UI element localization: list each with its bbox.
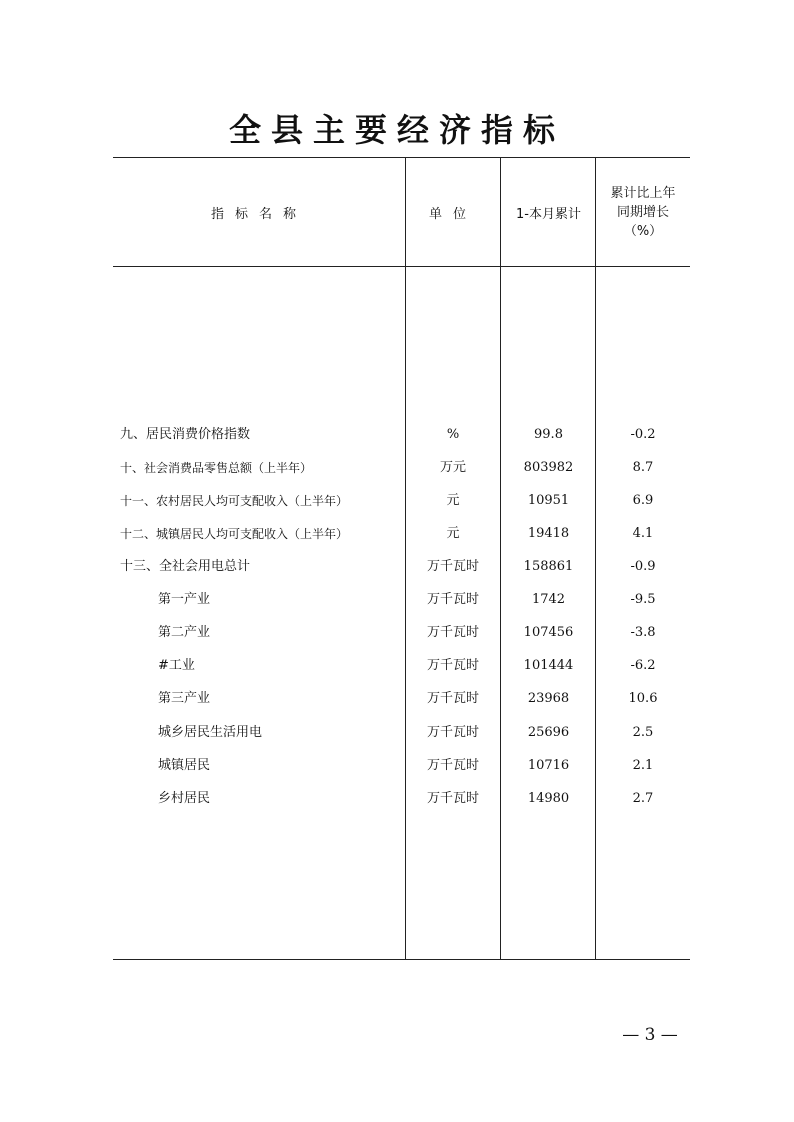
header-cumulative: 1-本月累计: [516, 206, 581, 222]
row-unit: 万千瓦时: [426, 658, 479, 673]
row-name: 城镇居民: [158, 758, 211, 773]
header-divider: [113, 266, 690, 267]
row-unit: 元: [446, 526, 460, 541]
row-name: 第二产业: [158, 625, 211, 640]
row-unit: %: [446, 427, 460, 442]
row-growth: -6.2: [630, 658, 656, 673]
header-growth: [596, 158, 690, 266]
row-unit: 元: [446, 493, 460, 508]
table-row: [113, 651, 690, 681]
row-name: 十、社会消费品零售总额（上半年）: [120, 461, 313, 475]
row-unit: 万千瓦时: [426, 758, 479, 773]
table-row: [113, 718, 690, 748]
header-growth-line1: 累计比上年: [610, 185, 676, 201]
row-growth: 2.5: [632, 725, 654, 740]
row-unit: 万千瓦时: [426, 791, 479, 806]
row-name: 第一产业: [158, 592, 211, 607]
row-growth: 8.7: [632, 460, 654, 475]
table-row: [113, 618, 690, 648]
row-cumulative: 25696: [527, 725, 570, 740]
row-growth: -9.5: [630, 592, 656, 607]
row-cumulative: 101444: [523, 658, 574, 673]
indicator-table: [113, 157, 690, 960]
row-cumulative: 10716: [527, 758, 570, 773]
table-row: [113, 585, 690, 615]
row-growth: -0.9: [630, 559, 656, 574]
row-unit: 万千瓦时: [426, 691, 479, 706]
table-row: [113, 453, 690, 483]
header-growth-line3: （%）: [623, 223, 663, 239]
row-growth: 4.1: [632, 526, 654, 541]
table-row: [113, 519, 690, 549]
table-row: [113, 751, 690, 781]
row-cumulative: 1742: [531, 592, 566, 607]
row-unit: 万千瓦时: [426, 625, 479, 640]
table-row: [113, 486, 690, 516]
row-name: 城乡居民生活用电: [158, 725, 263, 740]
page-number: — 3 —: [622, 1025, 678, 1045]
row-cumulative: 803982: [523, 460, 574, 475]
table-row: [113, 684, 690, 714]
row-cumulative: 10951: [527, 493, 570, 508]
document-title: 全县主要经济指标: [228, 111, 565, 149]
row-growth: -3.8: [630, 625, 656, 640]
row-name: 十一、农村居民人均可支配收入（上半年）: [120, 494, 349, 508]
row-cumulative: 19418: [527, 526, 570, 541]
row-unit: 万千瓦时: [426, 592, 479, 607]
row-cumulative: 14980: [527, 791, 570, 806]
row-growth: -0.2: [630, 427, 656, 442]
row-name: 第三产业: [158, 691, 211, 706]
row-growth: 2.1: [632, 758, 654, 773]
row-cumulative: 99.8: [534, 427, 563, 442]
row-cumulative: 23968: [527, 691, 570, 706]
row-cumulative: 158861: [523, 559, 574, 574]
row-unit: 万千瓦时: [426, 559, 479, 574]
header-indicator-name: 指标名称: [210, 206, 307, 222]
table-row: [113, 784, 690, 814]
row-cumulative: 107456: [523, 625, 574, 640]
header-unit: 单位: [428, 206, 477, 222]
row-name: 十二、城镇居民人均可支配收入（上半年）: [120, 527, 349, 541]
row-name: #工业: [158, 658, 195, 673]
row-unit: 万元: [439, 460, 466, 475]
row-growth: 6.9: [632, 493, 654, 508]
row-growth: 10.6: [628, 691, 658, 706]
table-row: [113, 420, 690, 450]
row-name: 九、居民消费价格指数: [120, 427, 251, 442]
table-row: [113, 552, 690, 582]
header-growth-line2: 同期增长: [616, 204, 669, 220]
row-name: 乡村居民: [158, 791, 211, 806]
row-name: 十三、全社会用电总计: [120, 559, 251, 574]
row-growth: 2.7: [632, 791, 654, 806]
row-unit: 万千瓦时: [426, 725, 479, 740]
